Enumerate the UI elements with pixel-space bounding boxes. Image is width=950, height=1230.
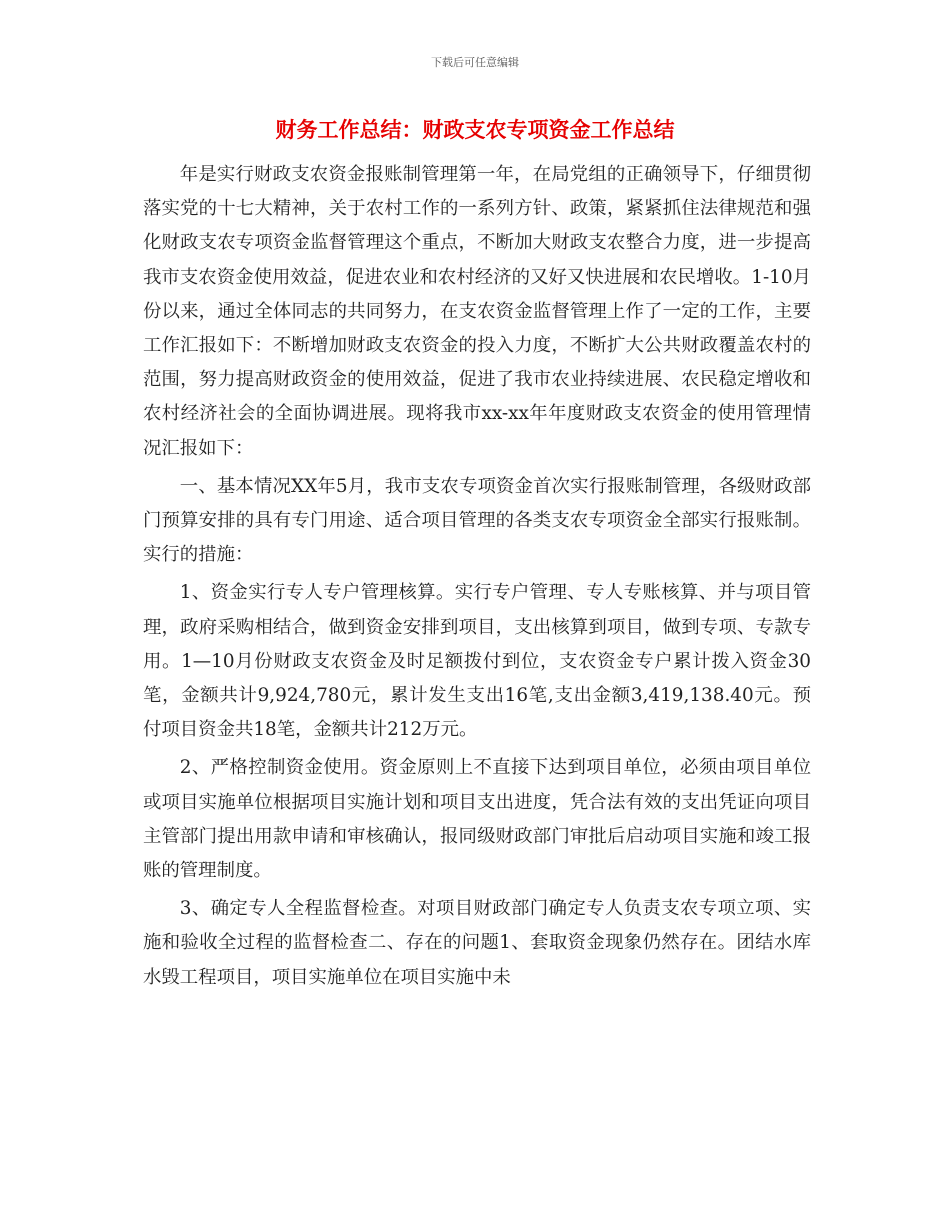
document-body (143, 158, 811, 999)
paragraph-item-1: 1、资金实行专人专户管理核算。实行专户管理、专人专账核算、并与项目管理，政府采购相结合，做到资金安排到项目，支出核算到项目，做到专项、专款专用。1—10月份财政支农资金及时足额拨付到位，支农资金专户累计拨入资金30笔，金额共计9,924,780元，累计发生支出16笔,支出金额3,419,138.40元。预付项目资金共18笔，金额共计212万元。 (143, 582, 811, 741)
paragraph-basic-situation: 一、基本情况XX年5月，我市支农专项资金首次实行报账制管理，各级财政部门预算安排的具有专门用途、适合项目管理的各类支农专项资金全部实行报账制。实行的措施： (143, 475, 811, 566)
paragraph-item-3: 3、确定专人全程监督检查。对项目财政部门确定专人负责支农专项立项、实施和验收全过程的监督检查二、存在的问题1、套取资金现象仍然存在。团结水库水毁工程项目，项目实施单位在项目实施中未 (143, 898, 811, 988)
document-title: 财务工作总结：财政支农专项资金工作总结 (275, 118, 675, 142)
paragraph-item-2: 2、严格控制资金使用。资金原则上不直接下达到项目单位，必须由项目单位或项目实施单位根据项目实施计划和项目支出进度，凭合法有效的支出凭证向项目主管部门提出用款申请和审核确认，报同级财政部门审批后启动项目实施和竣工报账的管理制度。 (143, 757, 811, 882)
paragraph-intro: 年是实行财政支农资金报账制管理第一年，在局党组的正确领导下，仔细贯彻落实党的十七大精神，关于农村工作的一系列方针、政策，紧紧抓住法律规范和强化财政支农专项资金监督管理这个重点，不断加大财政支农整合力度，进一步提高我市支农资金使用效益，促进农业和农村经济的又好又快进展和农民增收。1-10月份以来，通过全体同志的共同努力，在支农资金监督管理上作了一定的工作，主要工作汇报如下：不断增加财政支农资金的投入力度，不断扩大公共财政覆盖农村的范围，努力提高财政资金的使用效益，促进了我市农业持续进展、农民稳定增收和农村经济社会的全面协调进展。现将我市xx-xx年年度财政支农资金的使用管理情况汇报如下： (143, 164, 811, 459)
page-header: 下载后可任意编辑 (431, 56, 519, 69)
